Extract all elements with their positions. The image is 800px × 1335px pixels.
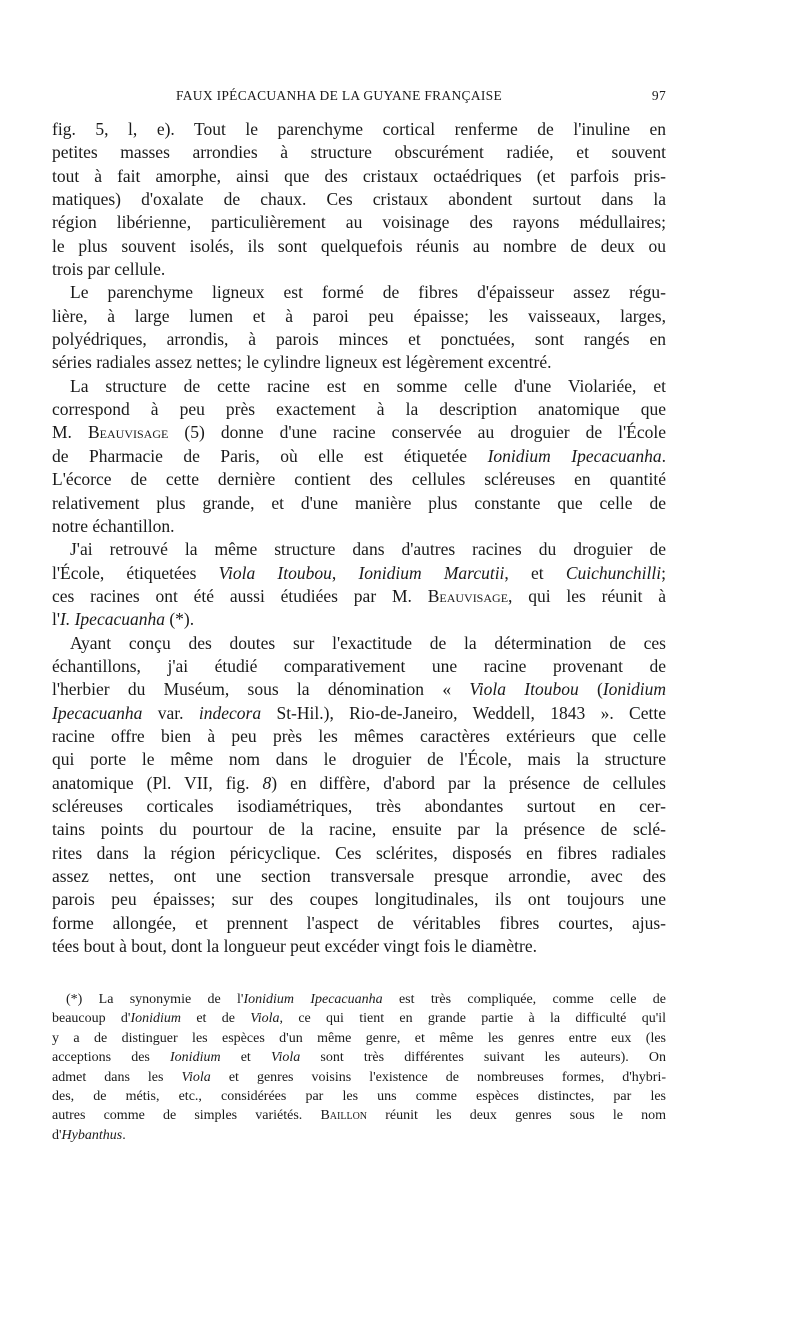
italic-text: Ipecacuanha (52, 702, 143, 723)
body-line (52, 888, 666, 911)
text-segment: , (104, 119, 129, 139)
body-line (52, 281, 666, 304)
text-segment: ) en diffère, d'abord par la présence de cellules (271, 772, 666, 793)
body-line (52, 141, 666, 164)
body-line (52, 258, 666, 281)
body-line (52, 328, 666, 351)
text-segment: rites dans la région péricyclique. Ces sclérites, disposés en fibres radiales (52, 842, 666, 863)
body-line (52, 865, 666, 888)
text-segment: d' (52, 1127, 62, 1143)
text-segment: , (331, 562, 359, 583)
body-line (52, 235, 666, 258)
footnote-line (52, 1048, 666, 1067)
text-segment: racine offre bien à peu près les mêmes caractères extérieurs que celle (52, 725, 666, 746)
text-segment: assez nettes, ont une section transversale presque arrondie, avec des (52, 866, 666, 886)
text-segment: parois peu épaisses; sur des coupes longitudinales, ils ont toujours une (52, 889, 666, 910)
body-line (52, 562, 666, 585)
footnote-line (52, 1009, 666, 1028)
body-line (52, 748, 666, 771)
body-line (52, 468, 666, 491)
text-segment: qui porte le même nom dans le droguier de l'École, mais la structure (52, 749, 666, 770)
text-segment: (*) La synonymie de l' (66, 992, 244, 1007)
body-line (52, 608, 666, 631)
italic-text: Ionidium Marcutii (358, 562, 505, 583)
italic-text: Viola Itoubou (218, 562, 332, 583)
text-segment: St-Hil.), Rio-de-Janeiro, Weddell, 1843 ». Cette (261, 702, 666, 723)
author-name: Beauvisage (427, 585, 509, 606)
text-segment: fig. (52, 119, 96, 139)
text-segment: scléreuses corticales isodiamétriques, très abondantes surtout en cer- (52, 795, 666, 816)
running-header (52, 88, 666, 108)
text-segment: 5 (95, 119, 105, 139)
body-line (52, 351, 666, 374)
text-segment: , et (504, 562, 566, 583)
footnote-line (52, 1106, 666, 1125)
text-segment: L'écorce de cette dernière contient des cellules scléreuses en quantité (52, 469, 666, 490)
text-segment: tout à fait amorphe, ainsi que des cristaux octaédriques (et parfois pris- (52, 165, 666, 186)
italic-text: Ionidium (602, 679, 667, 700)
italic-text: Ionidium (130, 1011, 182, 1027)
text-segment: var. (142, 702, 199, 723)
footnote-line (52, 1126, 666, 1145)
text-segment: des, de métis, etc., considérées par les uns comme espèces distinctes, par les (52, 1088, 666, 1104)
text-segment: , (132, 119, 157, 139)
body-line (52, 795, 666, 818)
body-line (52, 912, 666, 935)
text-segment: M. (52, 422, 88, 443)
author-name: Beauvisage (88, 422, 169, 443)
text-segment: admet dans les (52, 1069, 182, 1085)
body-line (52, 305, 666, 328)
text-segment: relativement plus grande, et d'une manière plus constante que celle de (52, 492, 666, 513)
text-segment: l'École, étiquetées (52, 562, 219, 583)
body-line (52, 702, 666, 725)
italic-text: I. Ipecacuanha (60, 609, 165, 630)
text-segment: (*). (164, 609, 195, 630)
text-segment: beaucoup d' (52, 1011, 131, 1027)
body-line (52, 585, 666, 608)
text-segment: ces racines ont été aussi étudiées par M. (52, 585, 428, 606)
body-line (52, 118, 666, 141)
text-segment: , qui les réunit à (508, 585, 666, 606)
text-segment: région libérienne, particulièrement au voisinage des rayons médullaires; (52, 212, 666, 233)
body-line (52, 515, 666, 538)
text-segment: . (661, 445, 666, 466)
text-segment: J'ai retrouvé la même structure dans d'autres racines du droguier de (70, 539, 666, 560)
text-segment: autres comme de simples variétés. (52, 1108, 321, 1124)
italic-text: Ionidium (170, 1050, 221, 1066)
text-segment: (5) donne d'une racine conservée au droguier de l'École (168, 422, 667, 443)
running-title: FAUX IPÉCACUANHA DE LA GUYANE FRANÇAISE (175, 88, 503, 103)
text-segment: petites masses arrondies à structure obscurément radiée, et souvent (52, 142, 666, 163)
text-segment: matiques) d'oxalate de chaux. Ces cristaux abondent surtout dans la (52, 189, 666, 210)
italic-text: 8 (262, 772, 272, 793)
text-segment: trois par cellule. (52, 259, 166, 280)
text-segment: forme allongée, et prennent l'aspect de véritables fibres courtes, ajus- (52, 912, 666, 933)
text-segment: tées bout à bout, dont la longueur peut excéder vingt fois le diamètre. (52, 936, 537, 957)
text-segment: , ce qui tient en grande partie à la difficulté qu'il (279, 1011, 666, 1027)
text-segment: et genres voisins l'existence de nombreuses formes, d'hybri- (210, 1069, 667, 1085)
text-segment: sont très différentes suivant les auteurs). On (300, 1050, 667, 1066)
body-line (52, 818, 666, 841)
text-segment: et (220, 1050, 271, 1066)
footnote-line (52, 1087, 666, 1106)
body-line (52, 375, 666, 398)
body-line (52, 935, 666, 958)
body-line (52, 725, 666, 748)
body-line (52, 211, 666, 234)
text-segment: et de (181, 1011, 251, 1027)
body-line (52, 655, 666, 678)
body-line (52, 842, 666, 865)
body-text (52, 118, 666, 958)
text-segment: lière, à large lumen et à paroi peu épaisse; les vaisseaux, larges, (52, 305, 666, 326)
text-segment: anatomique (Pl. VII, fig. (52, 772, 263, 793)
text-segment: correspond à peu près exactement à la description anatomique que (52, 399, 666, 420)
footnote-line (52, 1029, 666, 1048)
body-line (52, 165, 666, 188)
footnote-line (52, 990, 666, 1009)
text-segment: ). Tout le parenchyme cortical renferme de l'inuline en (164, 119, 667, 139)
text-segment: polyédriques, arrondis, à parois minces et ponctuées, sont rangés en (52, 329, 666, 350)
author-name: Baillon (320, 1108, 368, 1124)
italic-text: Ionidium Ipecacuanha (487, 445, 662, 466)
italic-text: Hybanthus (61, 1127, 123, 1143)
text-segment: est très compliquée, comme celle de (382, 992, 666, 1007)
italic-text: Ionidium Ipecacuanha (243, 992, 383, 1007)
body-line (52, 188, 666, 211)
text-segment: La structure de cette racine est en somme celle d'une Violariée, et (70, 375, 666, 396)
body-line (52, 492, 666, 515)
text-segment: séries radiales assez nettes; le cylindre ligneux est légèrement excentré. (52, 352, 552, 373)
body-line (52, 421, 666, 444)
page-number: 97 (651, 88, 666, 103)
text-segment: l' (52, 609, 61, 630)
text-segment: Ayant conçu des doutes sur l'exactitude de la détermination de ces (70, 632, 666, 653)
text-segment: ; (661, 562, 666, 583)
body-line (52, 538, 666, 561)
text-segment: . (122, 1127, 126, 1143)
text-segment: échantillons, j'ai étudié comparativement une racine provenant de (52, 655, 666, 676)
footnote-line (52, 1068, 666, 1087)
text-segment: le plus souvent isolés, ils sont quelquefois réunis au nombre de deux ou (52, 235, 666, 256)
text-segment: tains points du pourtour de la racine, ensuite par la présence de sclé- (52, 819, 666, 840)
italic-text: Viola (270, 1050, 301, 1066)
text-segment: e (156, 119, 165, 139)
text-segment: réunit les deux genres sous le nom (367, 1108, 666, 1124)
italic-text: Viola Itoubou (469, 679, 579, 700)
body-line (52, 445, 666, 468)
footnote (52, 990, 666, 1145)
text-segment: l'herbier du Muséum, sous la dénomination « (52, 679, 470, 700)
text-segment: ( (578, 679, 603, 700)
text-segment: acceptions des (52, 1050, 171, 1066)
italic-text: Viola (250, 1011, 280, 1027)
text-segment: Le parenchyme ligneux est formé de fibres d'épaisseur assez régu- (70, 282, 666, 303)
italic-text: Cuichunchilli (565, 562, 662, 583)
body-line (52, 678, 666, 701)
italic-text: Viola (181, 1069, 211, 1085)
body-line (52, 772, 666, 795)
italic-text: indecora (198, 702, 262, 723)
text-segment: notre échantillon. (52, 515, 175, 536)
text-segment: l (128, 119, 133, 139)
text-segment: de Pharmacie de Paris, où elle est étiquetée (52, 445, 488, 466)
body-line (52, 398, 666, 421)
body-line (52, 632, 666, 655)
text-segment: y a de distinguer les espèces d'un même genre, et même les genres entre eux (les (52, 1030, 666, 1046)
